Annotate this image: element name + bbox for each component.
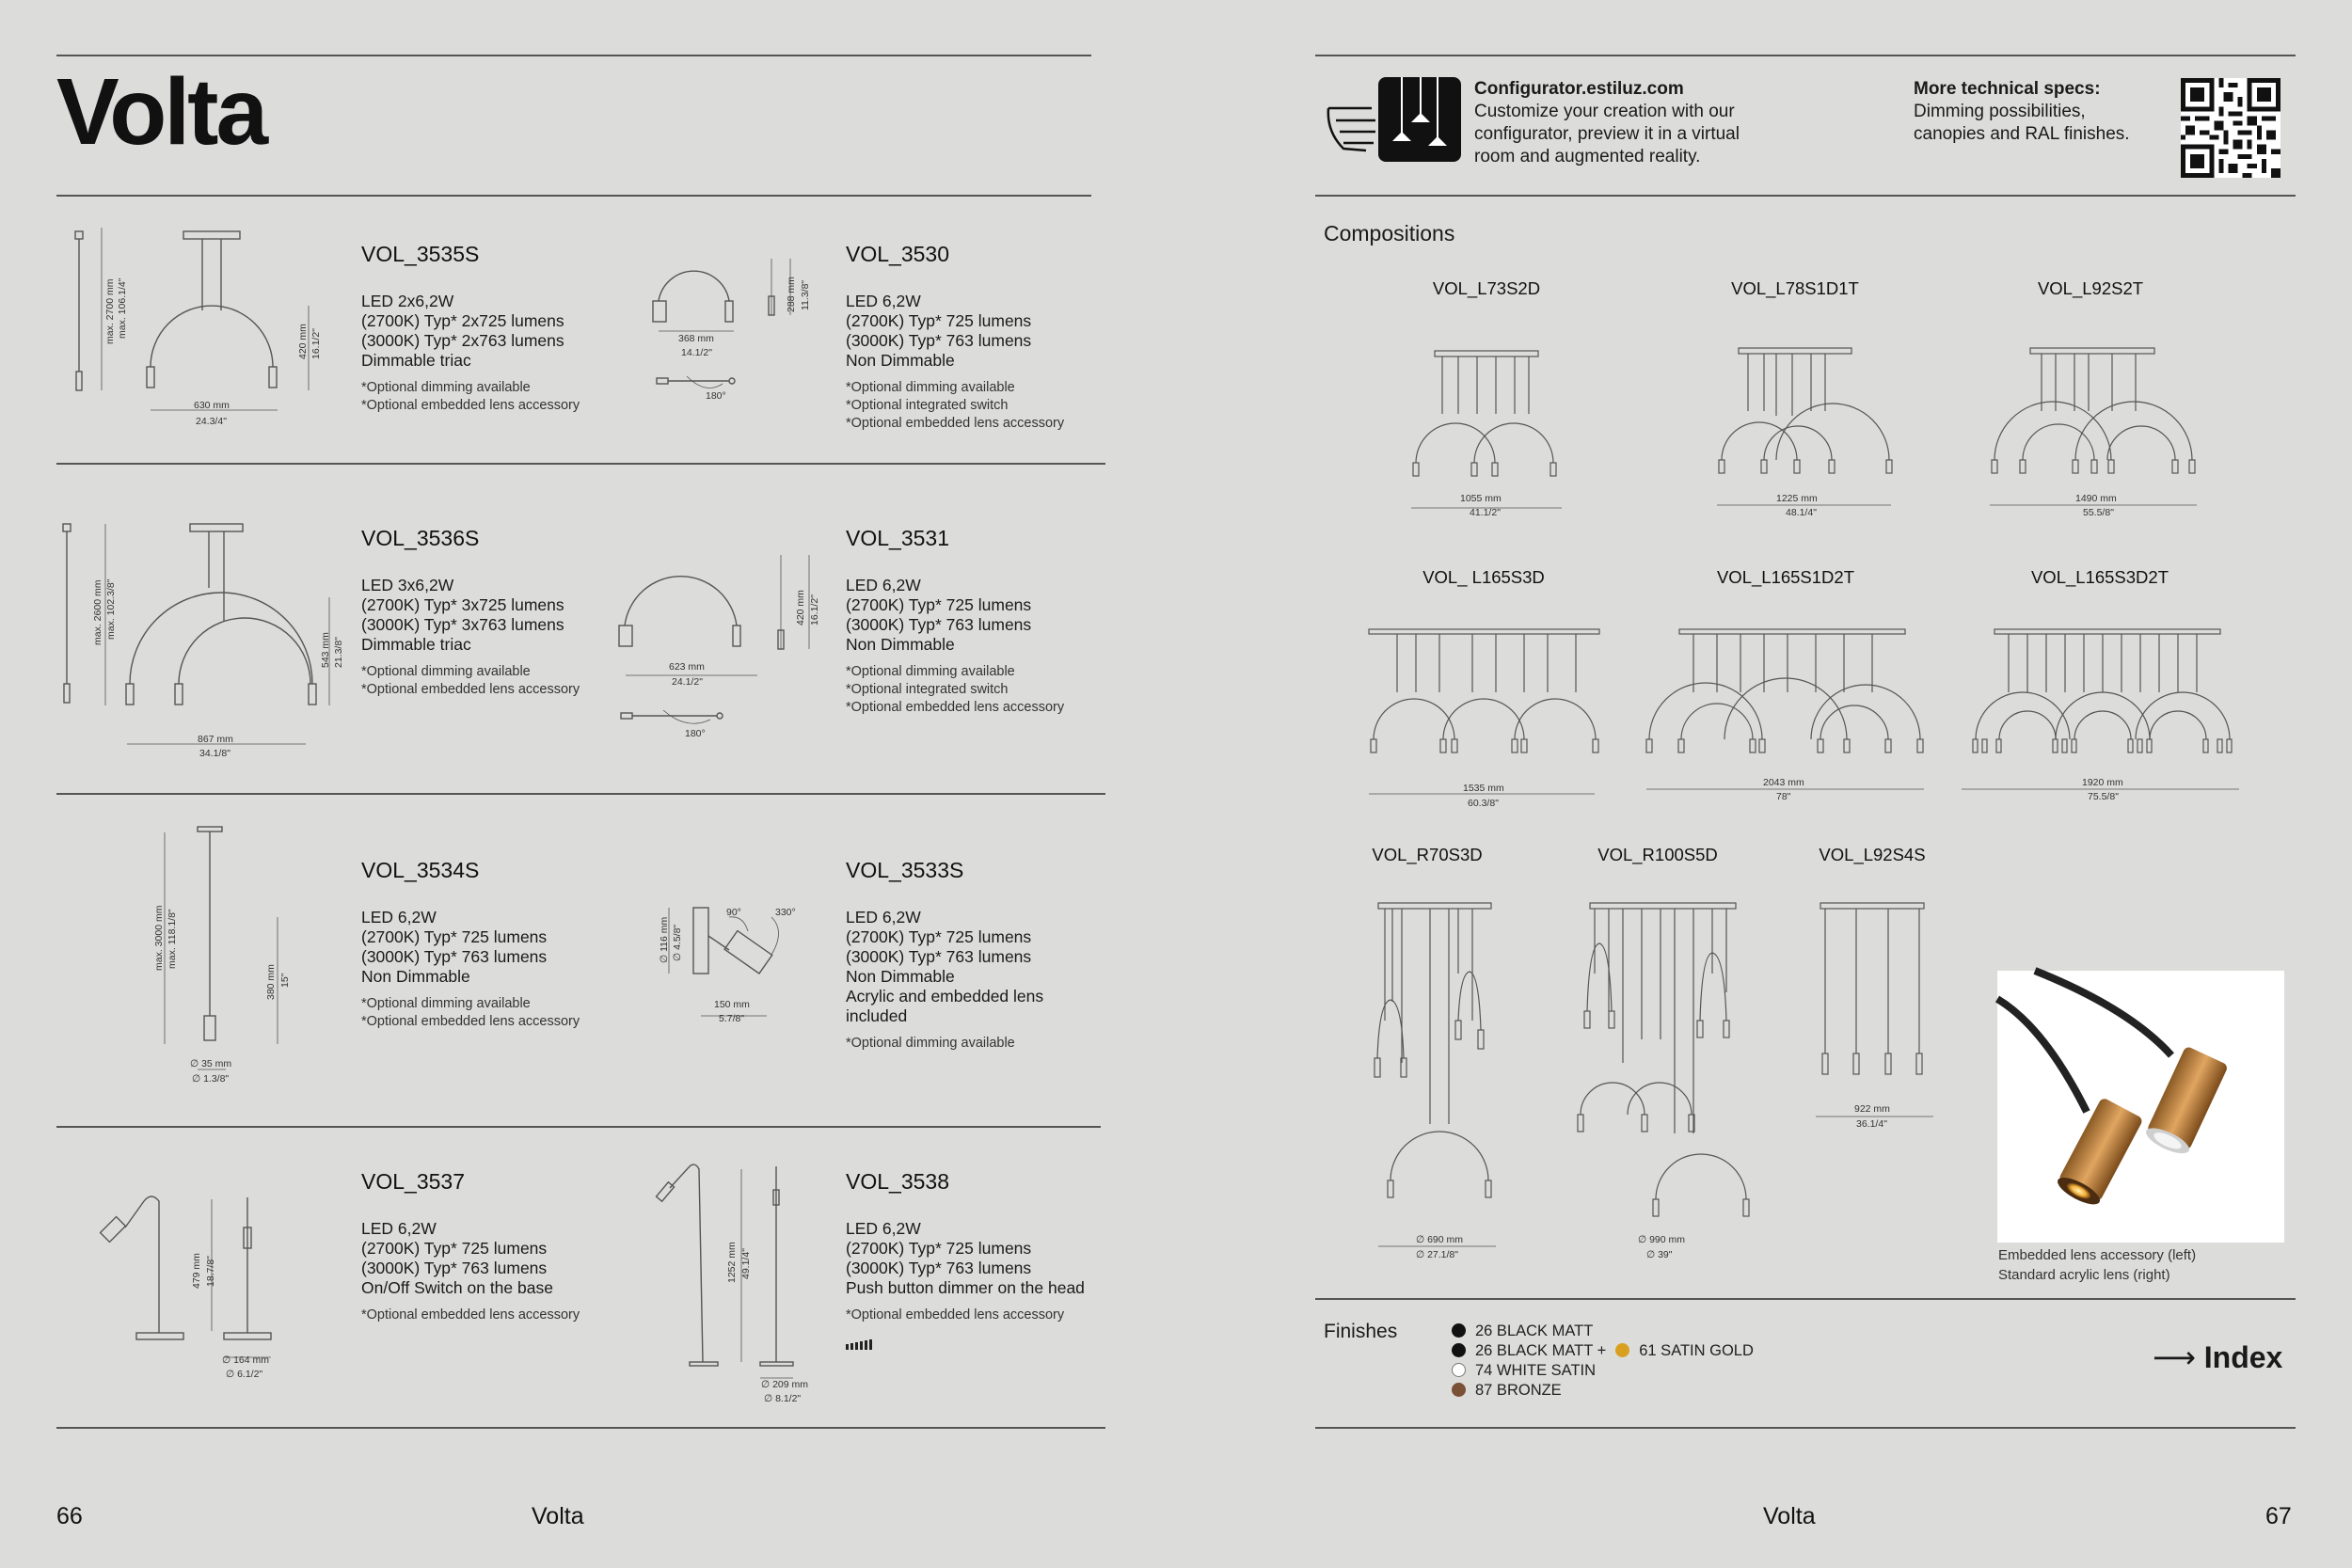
vol-l78s1d1t-drawing	[1712, 345, 1900, 510]
composition-dim: ∅ 990 mm	[1638, 1234, 1685, 1245]
swatch-icon	[1452, 1323, 1466, 1338]
composition-dim-in: 36.1/4"	[1856, 1118, 1887, 1130]
photo-caption	[1998, 1245, 2196, 1285]
vol-3533s-angle2: 330°	[775, 907, 796, 918]
composition-name: VOL_L78S1D1T	[1731, 278, 1859, 298]
finish-item	[1452, 1361, 1754, 1381]
vol-3537-height: 479 mm	[191, 1253, 202, 1289]
composition-name: VOL_L165S3D2T	[2030, 567, 2169, 587]
product-specs	[846, 908, 1043, 1053]
composition-dim: 1535 mm	[1463, 783, 1504, 794]
composition-dim: 1055 mm	[1460, 493, 1502, 504]
vol-l92s2t-drawing	[1985, 345, 2201, 510]
vol-3530-width-in: 14.1/2"	[681, 347, 712, 358]
swatch-icon	[1452, 1383, 1466, 1397]
composition-dim-in: 75.5/8"	[2088, 791, 2119, 802]
vol-3534s-diam-in: ∅ 1.3/8"	[192, 1073, 230, 1085]
product-specs	[361, 292, 580, 415]
vol-3530-drawing	[649, 254, 837, 404]
vol-3530-height-in: 11.3/8"	[800, 279, 811, 310]
spec-line: (2700K) Typ* 2x725 lumens	[361, 311, 564, 330]
vol-3534s-height: 380 mm	[265, 964, 277, 1000]
arrow-right-icon: ⟶	[2153, 1340, 2196, 1374]
caption-line: Standard acrylic lens (right)	[1998, 1267, 2170, 1283]
vol-3530-width: 368 mm	[678, 333, 714, 344]
tech-specs-block	[1914, 78, 2158, 146]
rule-row-3	[56, 793, 1105, 795]
option-line: *Optional embedded lens accessory	[361, 1307, 580, 1323]
rule-row-1	[56, 195, 1091, 197]
spec-line: Non Dimmable	[361, 967, 470, 986]
composition-dim: 1225 mm	[1776, 493, 1818, 504]
vol-3535s-width-in: 24.3/4"	[196, 416, 227, 427]
product-name: VOL_3537	[361, 1169, 465, 1194]
spec-line: LED 3x6,2W	[361, 576, 454, 594]
spec-line: (2700K) Typ* 725 lumens	[846, 595, 1032, 614]
option-line: *Optional dimming available	[846, 380, 1015, 395]
vol-3534s-max: max. 3000 mm	[153, 905, 165, 971]
spec-line: LED 6,2W	[846, 908, 921, 927]
option-line: *Optional embedded lens accessory	[361, 398, 580, 413]
spec-line: (3000K) Typ* 2x763 lumens	[361, 331, 564, 350]
spec-line: included	[846, 1006, 908, 1025]
composition-name: VOL_R70S3D	[1372, 845, 1483, 864]
vol-l73s2d-drawing	[1406, 348, 1566, 508]
spec-line: LED 2x6,2W	[361, 292, 454, 310]
option-line: *Optional dimming available	[361, 996, 531, 1011]
product-specs	[361, 1219, 580, 1324]
option-line: *Optional embedded lens accessory	[846, 700, 1065, 715]
spec-line: Dimmable triac	[361, 351, 471, 370]
vol-3533s-width-in: 5.7/8"	[719, 1013, 745, 1024]
finish-label: 26 BLACK MATT	[1475, 1323, 1594, 1339]
vol-3533s-angle1: 90°	[726, 907, 741, 918]
finish-item	[1452, 1381, 1754, 1401]
spec-line: (3000K) Typ* 763 lumens	[846, 331, 1032, 350]
vol-3537-diam-in: ∅ 6.1/2"	[226, 1369, 263, 1380]
spec-line: (2700K) Typ* 725 lumens	[846, 927, 1032, 946]
vol-l165s3d2t-drawing	[1962, 626, 2249, 800]
option-line: *Optional embedded lens accessory	[846, 416, 1065, 431]
swatch-icon	[1452, 1363, 1466, 1377]
vol-3537-height-in: 18.7/8"	[205, 1256, 216, 1287]
spec-line: Non Dimmable	[846, 351, 955, 370]
vol-3535s-max-in: max. 106.1/4"	[117, 277, 128, 339]
option-line: *Optional embedded lens accessory	[361, 682, 580, 697]
top-rule-left	[56, 55, 1091, 56]
option-line: *Optional embedded lens accessory	[846, 1307, 1065, 1323]
finish-label: 74 WHITE SATIN	[1475, 1362, 1597, 1379]
vol-3531-width: 623 mm	[669, 661, 705, 673]
vol-3536s-width-in: 34.1/8"	[199, 748, 230, 759]
vol-3536s-height: 543 mm	[320, 632, 331, 668]
qr-code-icon[interactable]	[2181, 78, 2280, 178]
vol-3536s-max-in: max. 102.3/8"	[105, 578, 117, 640]
spec-line: LED 6,2W	[361, 1219, 437, 1238]
vol-3538-diam: ∅ 209 mm	[761, 1379, 808, 1390]
vol-3533s-diam-in: ∅ 4.5/8"	[672, 924, 683, 961]
vol-3531-height-in: 16.1/2"	[809, 594, 820, 626]
caption-line: Embedded lens accessory (left)	[1998, 1247, 2197, 1263]
spec-line: LED 6,2W	[361, 908, 437, 927]
page-number-right: 67	[2265, 1503, 2292, 1529]
option-line: *Optional dimming available	[846, 1036, 1015, 1051]
composition-dim-in: ∅ 39"	[1646, 1249, 1673, 1260]
option-line: *Optional integrated switch	[846, 398, 1009, 413]
product-specs	[846, 292, 1064, 433]
finish-label: 87 BRONZE	[1475, 1382, 1562, 1399]
composition-name: VOL_L165S1D2T	[1716, 567, 1855, 587]
vol-3530-angle: 180°	[706, 390, 726, 402]
spec-line: LED 6,2W	[846, 292, 921, 310]
configurator-link[interactable]: Configurator.estiluz.com	[1474, 79, 1684, 99]
vol-l92s4s-drawing	[1811, 898, 1943, 1115]
spec-line: Non Dimmable	[846, 635, 955, 654]
composition-dim-in: 78"	[1776, 791, 1791, 802]
vol-3537-diam: ∅ 164 mm	[222, 1354, 269, 1366]
rule-finishes	[1315, 1298, 2296, 1300]
composition-dim: 2043 mm	[1763, 777, 1804, 788]
spec-line: (3000K) Typ* 763 lumens	[846, 615, 1032, 634]
product-specs	[361, 576, 580, 699]
product-specs	[361, 908, 580, 1031]
configurator-text: configurator, preview it in a virtual	[1474, 124, 1740, 144]
tech-specs-text: Dimming possibilities,	[1914, 102, 2086, 121]
composition-dim-in: 41.1/2"	[1470, 507, 1501, 518]
product-name: VOL_3535S	[361, 242, 480, 266]
configurator-text: Customize your creation with our	[1474, 102, 1735, 121]
tech-specs-title: More technical specs:	[1914, 79, 2101, 99]
spec-line: Non Dimmable	[846, 967, 955, 986]
finish-label: 61 SATIN GOLD	[1639, 1342, 1754, 1359]
vol-3536s-height-in: 21.3/8"	[333, 637, 344, 668]
spec-line: (3000K) Typ* 763 lumens	[361, 1259, 548, 1277]
product-name: VOL_3533S	[846, 858, 964, 882]
vol-r70s3d-drawing	[1364, 898, 1505, 1209]
vol-3533s-width: 150 mm	[714, 999, 750, 1010]
product-specs	[846, 576, 1064, 717]
finish-item	[1452, 1341, 1754, 1361]
vol-3530-height: 288 mm	[786, 277, 797, 312]
spec-line: Push button dimmer on the head	[846, 1278, 1085, 1297]
composition-dim-in: 55.5/8"	[2083, 507, 2114, 518]
option-line: *Optional embedded lens accessory	[361, 1014, 580, 1029]
vol-r100s5d-drawing	[1576, 898, 1745, 1218]
page-number-left: 66	[56, 1503, 83, 1529]
composition-dim: 922 mm	[1854, 1103, 1890, 1115]
composition-name: VOL_L92S2T	[2037, 278, 2144, 298]
composition-dim-in: 60.3/8"	[1468, 798, 1499, 809]
spec-line: (2700K) Typ* 725 lumens	[846, 311, 1032, 330]
product-name: VOL_3536S	[361, 526, 480, 550]
vol-3536s-width: 867 mm	[198, 734, 233, 745]
spec-line: (3000K) Typ* 763 lumens	[846, 1259, 1032, 1277]
vol-3533s-diam: ∅ 116 mm	[659, 916, 670, 963]
composition-dim: 1920 mm	[2082, 777, 2123, 788]
composition-name: VOL_R100S5D	[1597, 845, 1718, 864]
composition-dim: 1490 mm	[2075, 493, 2117, 504]
vol-3535s-width: 630 mm	[194, 400, 230, 411]
vol-3534s-height-in: 15"	[279, 973, 291, 988]
spec-line: Dimmable triac	[361, 635, 471, 654]
option-line: *Optional dimming available	[361, 664, 531, 679]
spec-line: (3000K) Typ* 3x763 lumens	[361, 615, 564, 634]
footer-label-right: Volta	[1763, 1503, 1816, 1529]
vol-3531-angle: 180°	[685, 728, 706, 739]
spec-line: On/Off Switch on the base	[361, 1278, 553, 1297]
vol-3534s-max-in: max. 118.1/8"	[167, 909, 178, 969]
vol-3535s-height: 420 mm	[297, 324, 309, 359]
vol-3531-drawing	[612, 550, 828, 738]
dimmer-level-icon	[846, 1337, 876, 1350]
configurator-text: room and augmented reality.	[1474, 147, 1701, 166]
finish-item	[1452, 1322, 1754, 1341]
configurator-block	[1474, 78, 1813, 168]
spec-line: LED 6,2W	[846, 1219, 921, 1238]
spec-line: (3000K) Typ* 763 lumens	[361, 947, 548, 966]
spec-line: (2700K) Typ* 725 lumens	[361, 1239, 548, 1258]
vol-3535s-max: max. 2700 mm	[104, 278, 116, 344]
spec-line: (2700K) Typ* 725 lumens	[846, 1239, 1032, 1258]
vol-3538-drawing	[654, 1162, 823, 1373]
composition-dim-in: 48.1/4"	[1786, 507, 1817, 518]
vol-3536s-max: max. 2600 mm	[92, 579, 103, 645]
option-line: *Optional dimming available	[846, 664, 1015, 679]
composition-dim: ∅ 690 mm	[1416, 1234, 1463, 1245]
vol-3538-height: 1252 mm	[726, 1242, 738, 1283]
composition-name: VOL_L92S4S	[1819, 845, 1926, 864]
spec-line: (2700K) Typ* 725 lumens	[361, 927, 548, 946]
index-link[interactable]	[2153, 1339, 2282, 1375]
spec-line: Acrylic and embedded lens	[846, 987, 1044, 1006]
lens-accessory-photo	[1997, 971, 2284, 1243]
spec-line: (3000K) Typ* 763 lumens	[846, 947, 1032, 966]
rule-row-5	[56, 1427, 1105, 1429]
rule-row-2	[56, 463, 1105, 465]
swatch-icon	[1615, 1343, 1629, 1357]
rule-right-2	[1315, 195, 2296, 197]
vol-l165s3d-drawing	[1364, 626, 1609, 800]
swatch-icon	[1452, 1343, 1466, 1357]
vol-3535s-height-in: 16.1/2"	[310, 328, 322, 359]
product-name: VOL_3530	[846, 242, 949, 266]
tech-specs-text: canopies and RAL finishes.	[1914, 124, 2130, 144]
option-line: *Optional dimming available	[361, 380, 531, 395]
vol-l165s1d2t-drawing	[1642, 626, 1929, 800]
spec-line: LED 6,2W	[846, 576, 921, 594]
footer-label-left: Volta	[532, 1503, 584, 1529]
composition-name: VOL_ L165S3D	[1422, 567, 1545, 587]
composition-name: VOL_L73S2D	[1432, 278, 1541, 298]
vol-3531-width-in: 24.1/2"	[672, 676, 703, 688]
product-specs	[846, 1219, 1085, 1324]
finishes-label: Finishes	[1324, 1321, 1398, 1342]
product-name: VOL_3538	[846, 1169, 949, 1194]
vol-3531-height: 420 mm	[795, 590, 806, 626]
finishes-list	[1452, 1322, 1754, 1401]
index-label: Index	[2203, 1340, 2283, 1374]
rule-row-4	[56, 1126, 1101, 1128]
configurator-hand-icon	[1327, 75, 1463, 165]
composition-dim-in: ∅ 27.1/8"	[1416, 1249, 1458, 1260]
vol-3534s-diam: ∅ 35 mm	[190, 1058, 232, 1069]
product-name: VOL_3531	[846, 526, 949, 550]
option-line: *Optional integrated switch	[846, 682, 1009, 697]
compositions-label: Compositions	[1324, 221, 1455, 245]
page-title: Volta	[56, 59, 266, 165]
vol-3538-diam-in: ∅ 8.1/2"	[764, 1393, 802, 1404]
top-rule-right	[1315, 55, 2296, 56]
product-name: VOL_3534S	[361, 858, 480, 882]
spec-line: (2700K) Typ* 3x725 lumens	[361, 595, 564, 614]
finish-label: 26 BLACK MATT +	[1475, 1342, 1607, 1359]
vol-3538-height-in: 49.1/4"	[740, 1248, 752, 1279]
rule-bottom-right	[1315, 1427, 2296, 1429]
